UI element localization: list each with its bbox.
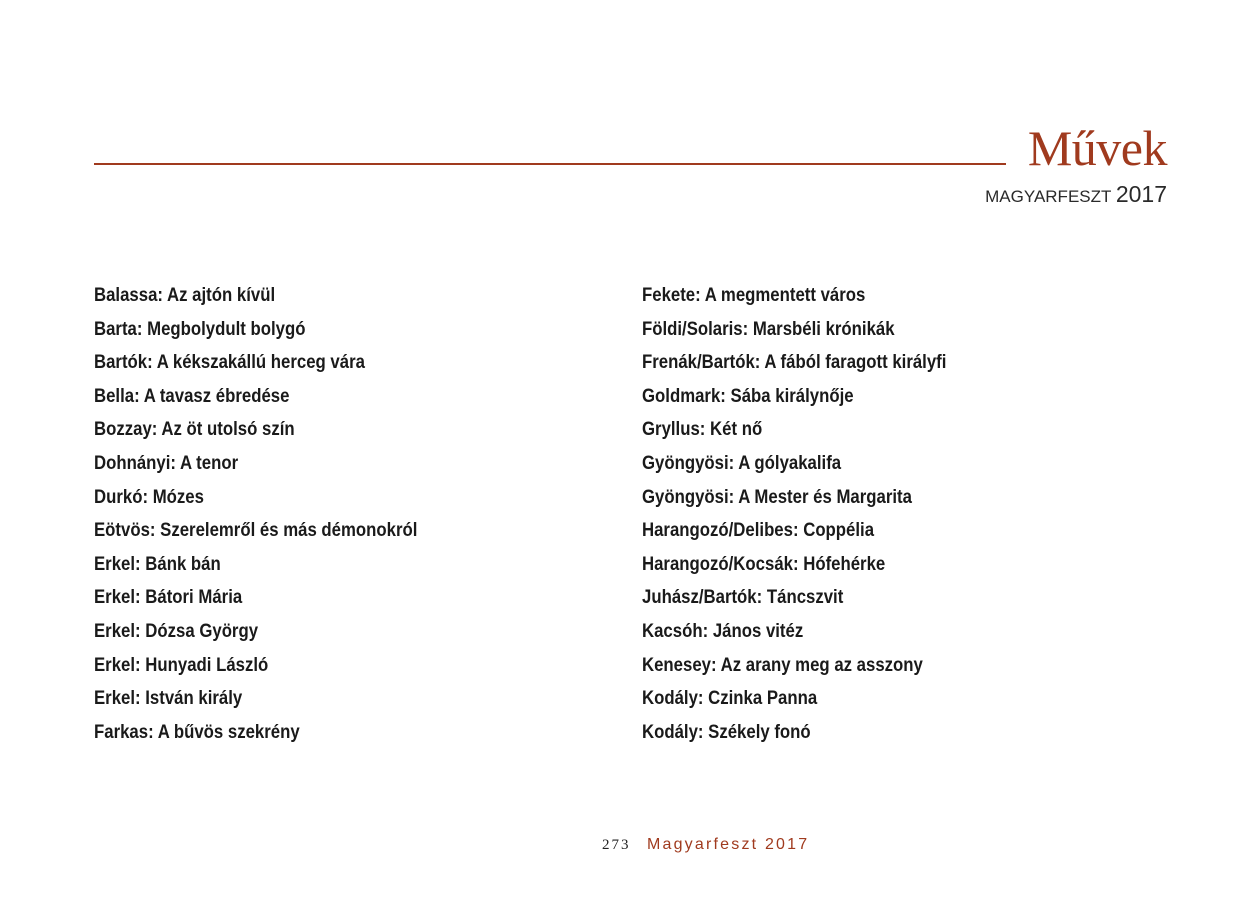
list-item: Kacsóh: János vitéz	[642, 619, 804, 642]
list-item: Durkó: Mózes	[94, 485, 204, 508]
list-item: Fekete: A megmentett város	[642, 284, 866, 306]
list-item: Erkel: Bátori Mária	[94, 586, 243, 609]
page-footer	[602, 836, 809, 854]
list-item: Eötvös: Szerelemről és más démonokról	[94, 519, 418, 542]
list-item: Juhász/Bartók: Táncszvit	[642, 586, 844, 609]
list-item: Balassa: Az ajtón kívül	[94, 284, 276, 306]
subtitle-text: MAGYARFESZT	[985, 187, 1112, 206]
list-item: Földi/Solaris: Marsbéli krónikák	[642, 317, 895, 340]
list-item: Frenák/Bartók: A fából faragott királyfi	[642, 351, 947, 374]
list-item: Gyöngyösi: A Mester és Margarita	[642, 485, 912, 508]
list-item: Goldmark: Sába királynője	[642, 384, 854, 407]
list-item: Erkel: István király	[94, 687, 243, 710]
works-list-right	[642, 279, 996, 749]
list-item: Farkas: A bűvös szekrény	[94, 720, 300, 743]
list-item: Dohnányi: A tenor	[94, 451, 239, 474]
subtitle-year: 2017	[1115, 181, 1167, 207]
works-list-left	[94, 279, 470, 749]
list-item: Kenesey: Az arany meg az asszony	[642, 653, 923, 676]
page-subtitle	[985, 181, 1167, 210]
list-item: Gyöngyösi: A gólyakalifa	[642, 451, 842, 474]
list-item: Harangozó/Kocsák: Hófehérke	[642, 552, 886, 575]
list-item: Erkel: Hunyadi László	[94, 653, 269, 676]
list-item: Erkel: Dózsa György	[94, 619, 259, 642]
list-item: Erkel: Bánk bán	[94, 552, 221, 575]
footer-title: Magyarfeszt 2017	[646, 836, 810, 853]
list-item: Barta: Megbolydult bolygó	[94, 317, 306, 340]
list-item: Gryllus: Két nő	[642, 418, 763, 441]
header-rule	[94, 163, 1006, 165]
page-title: Művek	[1027, 120, 1167, 176]
page-number: 273	[602, 837, 631, 853]
list-item: Kodály: Székely fonó	[642, 720, 811, 743]
list-item: Bozzay: Az öt utolsó szín	[94, 418, 295, 441]
list-item: Bartók: A kékszakállú herceg vára	[94, 351, 365, 374]
list-item: Harangozó/Delibes: Coppélia	[642, 519, 875, 542]
list-item: Kodály: Czinka Panna	[642, 687, 818, 710]
list-item: Bella: A tavasz ébredése	[94, 384, 290, 407]
